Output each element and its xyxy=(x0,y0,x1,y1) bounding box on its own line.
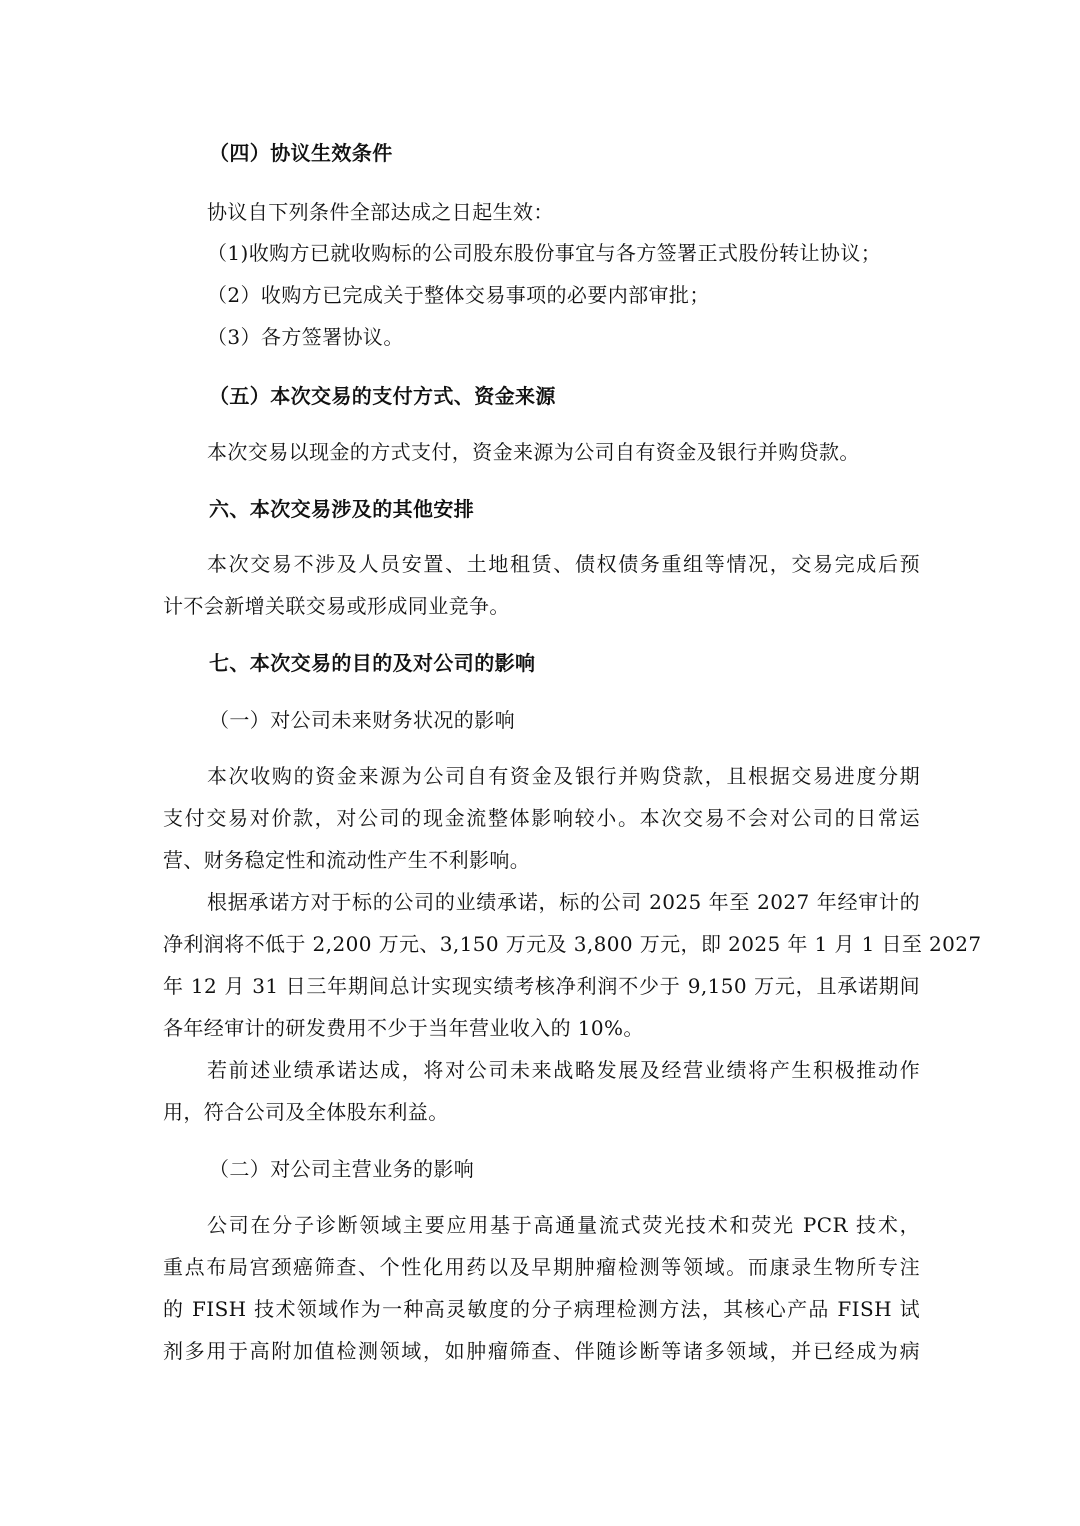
sub-1-para-2-line-3: 年 12 月 31 日三年期间总计实现实绩考核净利润不少于 9,150 万元，且承诺期间 xyxy=(163,974,920,998)
sub-1-para-2-line-2: 净利润将不低于 2,200 万元、3,150 万元及 3,800 万元，即 2025 年 1 月 1 日至 2027 xyxy=(163,932,982,956)
sub-2-para-1-line-4: 剂多用于高附加值检测领域，如肿瘤筛查、伴随诊断等诸多领域，并已经成为病 xyxy=(163,1339,920,1363)
sub-1-para-1-line-3: 营、财务稳定性和流动性产生不利影响。 xyxy=(163,848,531,872)
section-5-heading: （五）本次交易的支付方式、资金来源 xyxy=(209,384,556,408)
sub-1-para-3-line-1: 若前述业绩承诺达成，将对公司未来战略发展及经营业绩将产生积极推动作 xyxy=(207,1058,920,1082)
condition-2: （2）收购方已完成关于整体交易事项的必要内部审批； xyxy=(207,283,710,307)
section-4-heading: （四）协议生效条件 xyxy=(209,141,393,165)
sub-1-para-2-line-1: 根据承诺方对于标的公司的业绩承诺，标的公司 2025 年至 2027 年经审计的 xyxy=(207,890,920,914)
sub-2-para-1-line-2: 重点布局宫颈癌筛查、个性化用药以及早期肿瘤检测等领域。而康录生物所专注 xyxy=(163,1255,920,1279)
section-7-sub-2-heading: （二）对公司主营业务的影响 xyxy=(209,1157,475,1181)
sub-2-para-1-line-1: 公司在分子诊断领域主要应用基于高通量流式荧光技术和荧光 PCR 技术， xyxy=(207,1213,920,1237)
sub-1-para-1-line-1: 本次收购的资金来源为公司自有资金及银行并购贷款，且根据交易进度分期 xyxy=(207,764,920,788)
section-7-sub-1-heading: （一）对公司未来财务状况的影响 xyxy=(209,708,515,732)
section-4-intro: 协议自下列条件全部达成之日起生效： xyxy=(207,200,554,224)
condition-1: （1)收购方已就收购标的公司股东股份事宜与各方签署正式股份转让协议； xyxy=(207,241,882,265)
section-5-line-1: 本次交易以现金的方式支付，资金来源为公司自有资金及银行并购贷款。 xyxy=(207,440,860,464)
sub-2-para-1-line-3: 的 FISH 技术领域作为一种高灵敏度的分子病理检测方法，其核心产品 FISH 试 xyxy=(163,1297,920,1321)
section-6-line-1: 本次交易不涉及人员安置、土地租赁、债权债务重组等情况，交易完成后预 xyxy=(207,552,920,576)
section-6-line-2: 计不会新增关联交易或形成同业竞争。 xyxy=(163,594,510,618)
condition-3: （3）各方签署协议。 xyxy=(207,325,404,349)
sub-1-para-1-line-2: 支付交易对价款，对公司的现金流整体影响较小。本次交易不会对公司的日常运 xyxy=(163,806,920,830)
sub-1-para-2-line-4: 各年经审计的研发费用不少于当年营业收入的 10%。 xyxy=(163,1016,644,1040)
section-7-heading: 七、本次交易的目的及对公司的影响 xyxy=(209,651,536,675)
section-6-heading: 六、本次交易涉及的其他安排 xyxy=(209,497,475,521)
sub-1-para-3-line-2: 用，符合公司及全体股东利益。 xyxy=(163,1100,449,1124)
